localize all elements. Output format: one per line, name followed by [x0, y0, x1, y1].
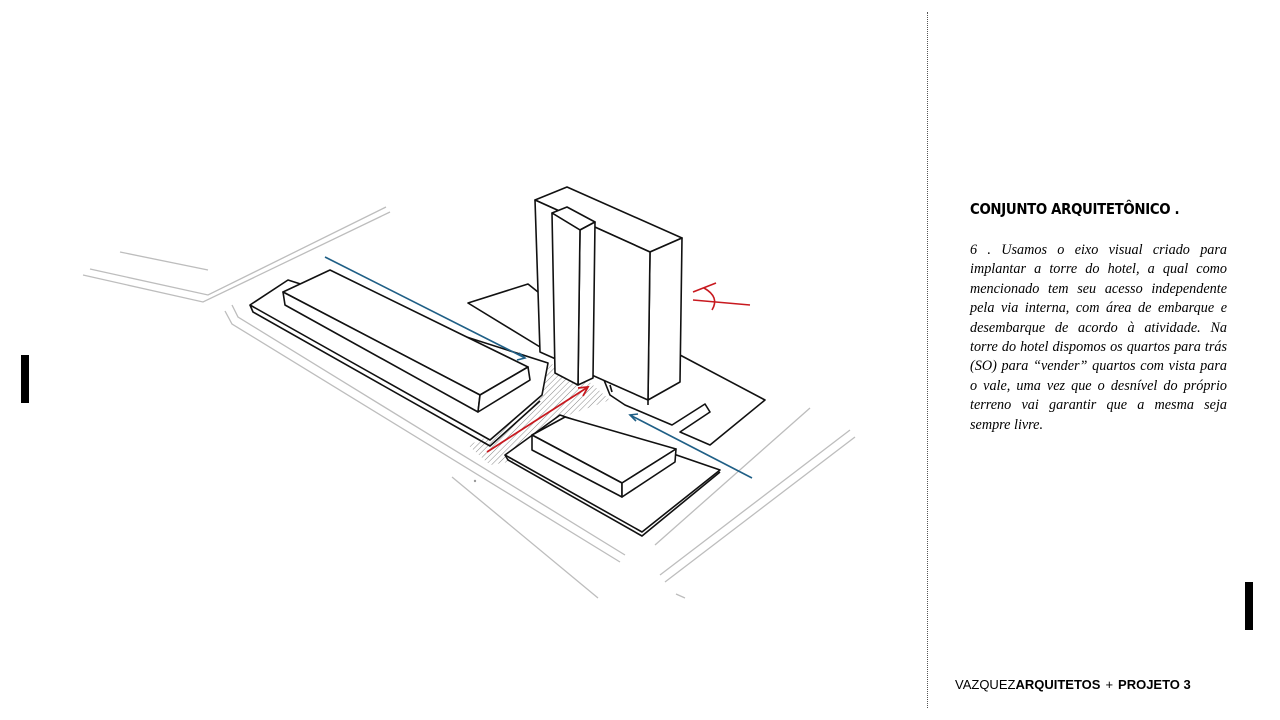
left-accent-bar: [21, 355, 29, 403]
section-title: CONJUNTO ARQUITETÔNICO .: [970, 200, 1180, 218]
right-accent-bar: [1245, 582, 1253, 630]
footer-project: PROJETO 3: [1118, 677, 1191, 692]
hotel-tower: [535, 187, 682, 405]
description-paragraph: 6 . Usamos o eixo visual criado para implantar a torre do hotel, a qual como mencionado tem seu acesso independente pela via interna, com área de embarque e desembarque de acordo à atividade. Na torre do hotel dispomos os quartos para trás (SO) para “vender” quartos com vista para o vale, uma vez que o desnível do próprio terreno vai garantir que a mesma seja sempre livre.: [970, 242, 1227, 433]
survey-point: [474, 480, 476, 482]
footer-brand-light: VAZQUEZ: [955, 677, 1016, 692]
footer-separator: +: [1105, 677, 1114, 692]
sun-orientation-symbol: [693, 283, 750, 310]
vertical-divider: [927, 12, 928, 708]
footer-brand-bold: ARQUITETOS: [1015, 677, 1101, 692]
footer-credit: [955, 677, 1191, 692]
